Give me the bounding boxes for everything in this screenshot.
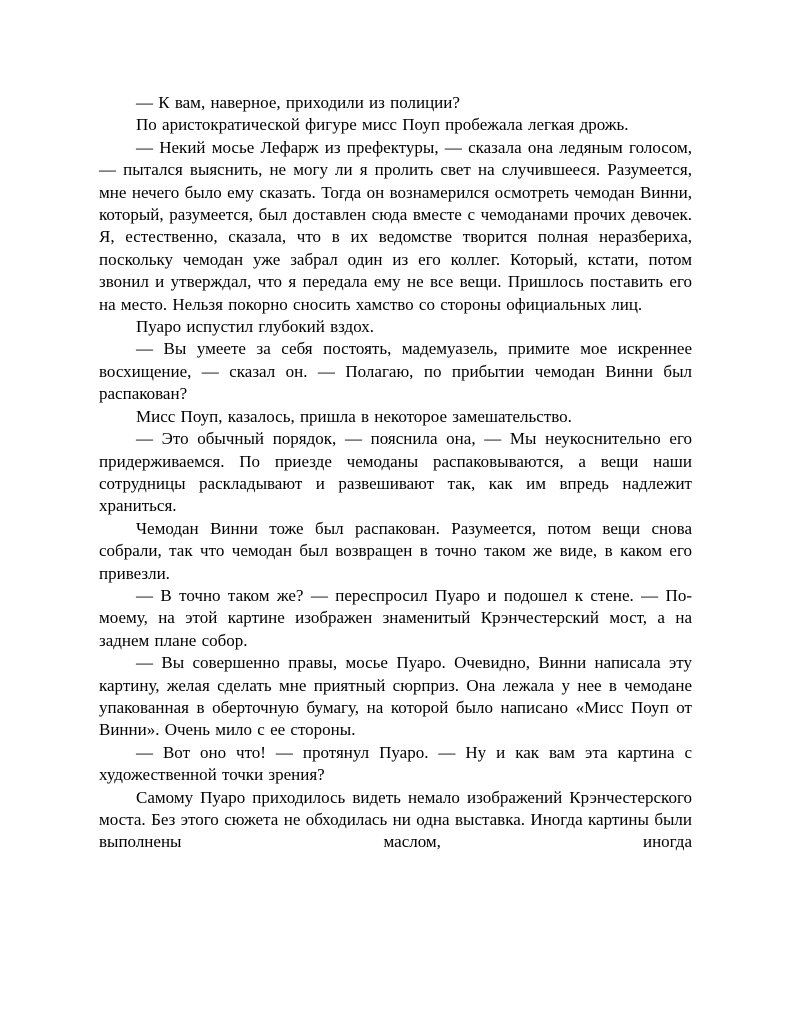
paragraph: — В точно таком же? — переспросил Пуаро и подошел к стене. — По-моему, на этой картине изображен знаменитый Крэнчестерский мост, а на заднем плане собор. bbox=[99, 585, 692, 650]
paragraph: — Это обычный порядок, — пояснила она, — Мы неукоснительно его придерживаемся. По приезде чемоданы распаковываются, а вещи наши сотрудницы раскладывают и развешивают так, как им впредь надлежит храниться. bbox=[99, 429, 692, 516]
paragraph: По аристократической фигуре мисс Поуп пробежала легкая дрожь. bbox=[136, 115, 629, 135]
paragraph: — Вы умеете за себя постоять, мадемуазель, примите мое искреннее восхищение, — сказал он. — Полагаю, по прибытии чемодан Винни был распакован? bbox=[99, 339, 692, 404]
paragraph: — К вам, наверное, приходили из полиции? bbox=[136, 93, 460, 112]
paragraph: Пуаро испустил глубокий вздох. bbox=[136, 317, 375, 337]
paragraph: Самому Пуаро приходилось видеть немало изображений Крэнчестерского моста. Без этого сюжета не обходилась ни одна выставка. Иногда картины были выполнены маслом, иногда bbox=[99, 787, 692, 852]
paragraph: — Вот оно что! — протянул Пуаро. — Ну и как вам эта картина с художественной точки зрения? bbox=[99, 742, 692, 785]
paragraph: Чемодан Винни тоже был распакован. Разумеется, потом вещи снова собрали, так что чемодан был возвращен в точно таком же виде, в каком его привезли. bbox=[99, 518, 692, 583]
paragraph: — Вы совершенно правы, мосье Пуаро. Очевидно, Винни написала эту картину, желая сделать мне приятный сюрприз. Она лежала у нее в чемодане упакованная в оберточную бумагу, на которой было написано «Мисс Поуп от Винни». Очень мило с ее стороны. bbox=[99, 653, 692, 740]
paragraph: — Некий мосье Лефарж из префектуры, — сказала она ледяным голосом, — пытался выяснить, не могу ли я пролить свет на случившееся. Разумеется, мне нечего было ему сказать. Тогда он вознамерился осмотреть чемодан Винни, который, разумеется, был доставлен сюда вместе с чемоданами прочих девочек. Я, естественно, сказала, что в их ведомстве творится полная неразбериха, поскольку чемодан уже забрал один из его коллег. Который, кстати, потом звонил и утверждал, что я передала ему не все вещи. Пришлось поставить его на место. Нельзя покорно сносить хамство со стороны официальных лиц. bbox=[99, 137, 692, 314]
paragraph: Мисс Поуп, казалось, пришла в некоторое замешательство. bbox=[136, 406, 572, 426]
page-text-block bbox=[99, 92, 692, 854]
